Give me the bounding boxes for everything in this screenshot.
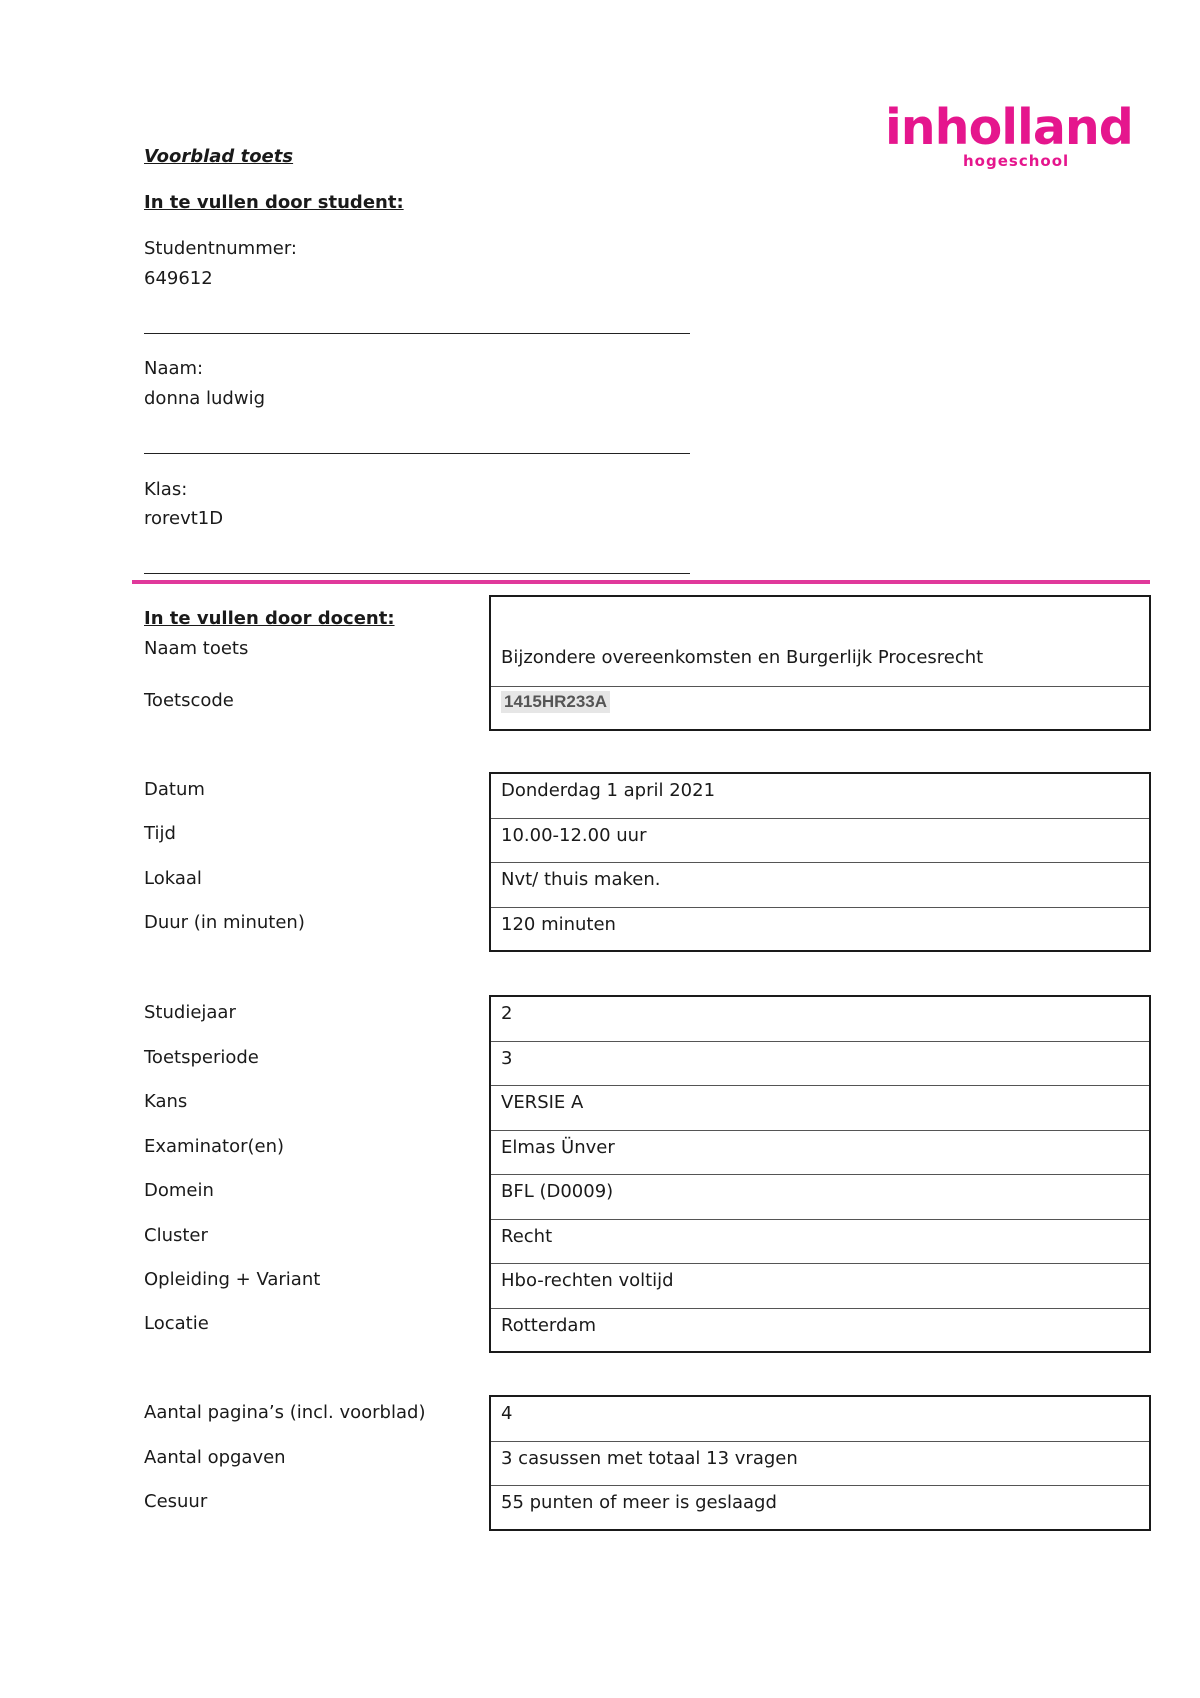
studie-info-box [489, 995, 1151, 1353]
aantal-paginas-label: Aantal pagina’s (incl. voorblad) [144, 1402, 426, 1423]
section-divider [132, 580, 1150, 584]
studentnummer-line [144, 333, 690, 334]
tijd-cell [491, 819, 1149, 864]
duur-cell [491, 908, 1149, 950]
kans-cell [491, 1086, 1149, 1131]
domein-label: Domein [144, 1180, 214, 1201]
logo-subtitle: hogeschool [963, 152, 1070, 170]
kans-value: VERSIE A [501, 1092, 584, 1113]
naam-value: donna ludwig [144, 388, 265, 409]
tijd-value: 10.00-12.00 uur [501, 824, 647, 846]
klas-label: Klas: [144, 479, 188, 500]
aantal-opgaven-cell [491, 1442, 1149, 1487]
opleiding-cell [491, 1264, 1149, 1309]
studentnummer-value: 649612 [144, 268, 213, 289]
aantal-opgaven-value: 3 casussen met totaal 13 vragen [501, 1447, 798, 1469]
cluster-cell [491, 1220, 1149, 1265]
inholland-logo [885, 99, 1133, 172]
opleiding-label: Opleiding + Variant [144, 1269, 321, 1290]
lokaal-label: Lokaal [144, 868, 202, 889]
naam-line [144, 453, 690, 454]
examinator-value: Elmas Ünver [501, 1136, 615, 1158]
domein-cell [491, 1175, 1149, 1220]
lokaal-cell [491, 863, 1149, 908]
locatie-value: Rotterdam [501, 1314, 596, 1336]
datum-tijd-box [489, 772, 1151, 952]
aantal-paginas-value: 4 [501, 1403, 513, 1424]
opgaven-info-box [489, 1395, 1151, 1531]
tijd-label: Tijd [144, 823, 176, 844]
teacher-section-heading: In te vullen door docent: [144, 608, 395, 629]
datum-label: Datum [144, 779, 205, 800]
locatie-cell [491, 1309, 1149, 1351]
duur-label: Duur (in minuten) [144, 912, 305, 933]
toets-info-box [489, 595, 1151, 731]
aantal-opgaven-label: Aantal opgaven [144, 1447, 286, 1468]
naam-toets-label: Naam toets [144, 638, 249, 659]
cluster-label: Cluster [144, 1225, 208, 1246]
toetsperiode-value: 3 [501, 1047, 513, 1069]
naam-label: Naam: [144, 358, 204, 379]
cluster-value: Recht [501, 1225, 553, 1247]
student-section-heading: In te vullen door student: [144, 192, 404, 213]
page-title: Voorblad toets [144, 146, 294, 167]
datum-cell [491, 774, 1149, 819]
lokaal-value: Nvt/ thuis maken. [501, 869, 661, 890]
toetscode-value: 1415HR233A [501, 691, 610, 713]
toetsperiode-label: Toetsperiode [144, 1047, 259, 1068]
cesuur-cell [491, 1486, 1149, 1529]
toetsperiode-cell [491, 1042, 1149, 1087]
naam-toets-value: Bijzondere overeenkomsten en Burgerlijk Procesrecht [501, 647, 984, 668]
toetscode-cell [491, 687, 1149, 729]
toetscode-label: Toetscode [144, 690, 234, 711]
duur-value: 120 minuten [501, 913, 616, 935]
studiejaar-label: Studiejaar [144, 1002, 236, 1023]
examinator-label: Examinator(en) [144, 1136, 285, 1157]
logo-wordmark: inholland [885, 99, 1133, 156]
studiejaar-cell [491, 997, 1149, 1042]
datum-value: Donderdag 1 april 2021 [501, 780, 716, 801]
domein-value: BFL (D0009) [501, 1181, 614, 1202]
locatie-label: Locatie [144, 1313, 209, 1334]
naam-toets-cell [491, 597, 1149, 687]
studiejaar-value: 2 [501, 1003, 513, 1024]
kans-label: Kans [144, 1091, 188, 1112]
cesuur-value: 55 punten of meer is geslaagd [501, 1492, 777, 1513]
opleiding-value: Hbo-rechten voltijd [501, 1270, 674, 1291]
cesuur-label: Cesuur [144, 1491, 208, 1512]
klas-line [144, 573, 690, 574]
studentnummer-label: Studentnummer: [144, 238, 297, 259]
examinator-cell [491, 1131, 1149, 1176]
aantal-paginas-cell [491, 1397, 1149, 1442]
klas-value: rorevt1D [144, 508, 224, 529]
